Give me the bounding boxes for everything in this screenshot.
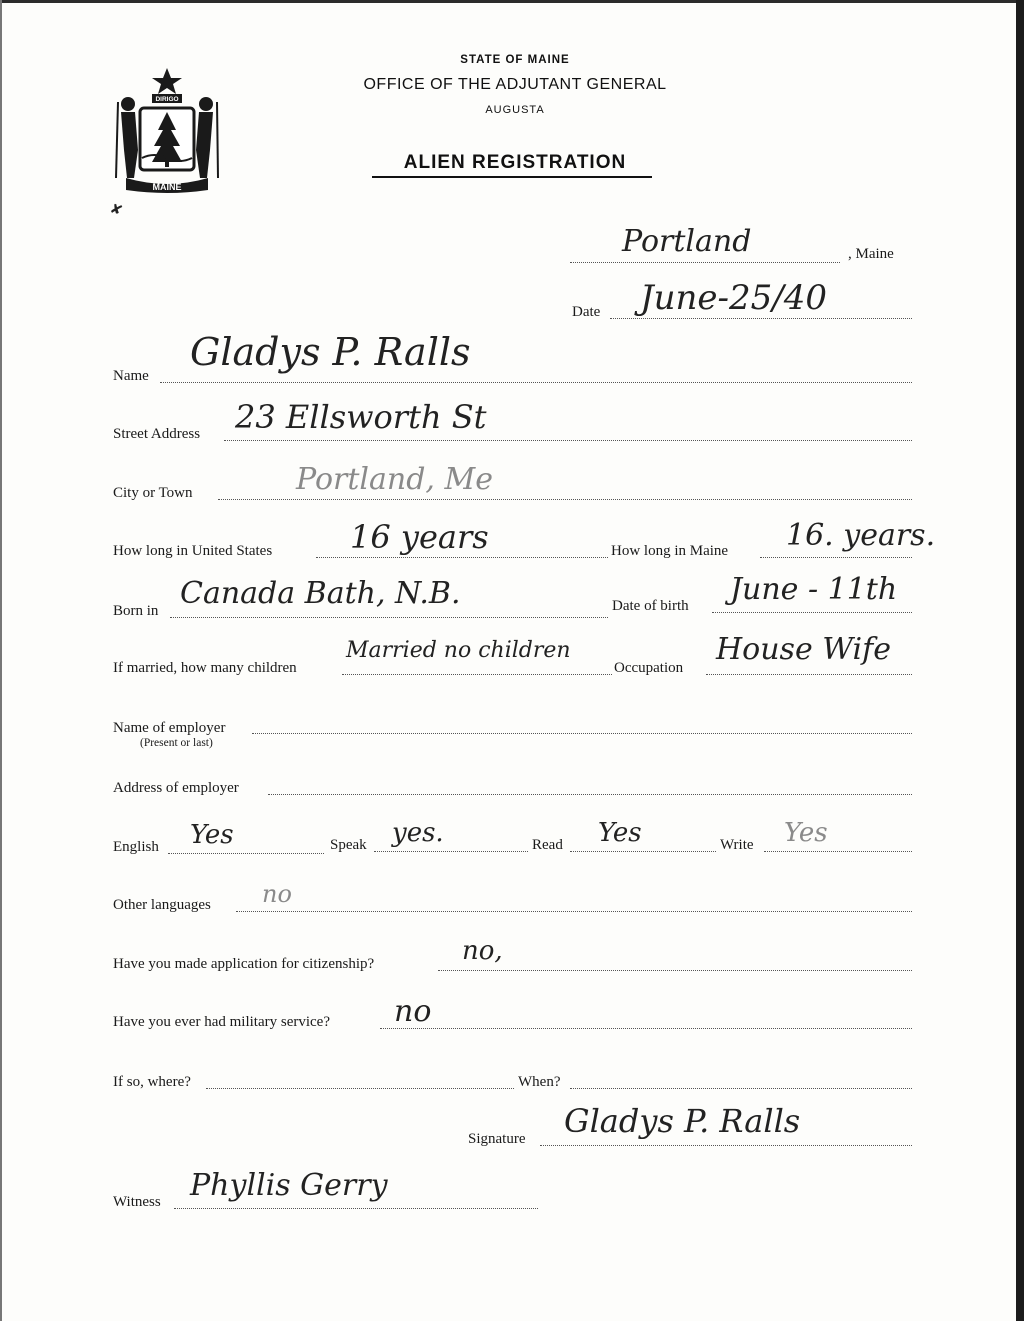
street-line (224, 440, 912, 441)
where-line (206, 1088, 514, 1089)
citizenship-line (438, 970, 912, 971)
married-label: If married, how many children (113, 660, 297, 676)
citizenship-label: Have you made application for citizenship? (113, 956, 375, 972)
city-line (218, 499, 912, 500)
employer-sublabel: (Present or last) (140, 737, 213, 749)
children-line (342, 674, 612, 675)
read-label: Read (532, 837, 563, 853)
when-line (570, 1088, 912, 1089)
name-value: Gladys P. Ralls (190, 330, 471, 374)
street-value: 23 Ellsworth St (235, 398, 487, 436)
seal-banner: MAINE (152, 182, 182, 192)
date-of-birth-label: Date of birth (612, 598, 689, 614)
military-value: no (394, 994, 432, 1029)
how-long-us-label: How long in United States (113, 543, 273, 559)
speak-label: Speak (330, 837, 367, 853)
title-underline (372, 176, 652, 178)
employer-line (252, 733, 912, 734)
how-long-us-line (316, 557, 608, 558)
city-label: City or Town (113, 485, 193, 501)
seal-motto: DIRIGO (155, 96, 179, 103)
speak-line (374, 851, 528, 852)
header-state: STATE OF MAINE (460, 54, 570, 66)
employer-address-line (268, 794, 912, 795)
other-languages-label: Other languages (113, 897, 211, 913)
city-value: Portland, Me (296, 462, 493, 497)
name-label: Name (113, 368, 149, 384)
born-in-value: Canada Bath, N.B. (180, 576, 461, 611)
english-label: English (113, 839, 159, 855)
military-line (380, 1028, 912, 1029)
other-languages-line (236, 911, 912, 912)
where-label: If so, where? (113, 1074, 191, 1090)
signature-line (540, 1145, 912, 1146)
date-of-birth-value: June - 11th (730, 572, 898, 607)
born-in-line (170, 617, 608, 618)
town-value: Portland (622, 224, 752, 259)
employer-label: Name of employer (113, 720, 226, 736)
how-long-maine-line (760, 557, 912, 558)
witness-label: Witness (113, 1194, 161, 1210)
occupation-label: Occupation (614, 660, 684, 676)
date-line (610, 318, 912, 319)
signature-label: Signature (468, 1131, 526, 1147)
date-label: Date (572, 304, 601, 320)
read-value: Yes (598, 818, 642, 848)
employer-address-label: Address of employer (113, 780, 239, 796)
header-office: OFFICE OF THE ADJUTANT GENERAL (363, 76, 667, 93)
scan-edge-left (0, 0, 2, 1321)
date-value: June-25/40 (640, 278, 828, 318)
english-value: Yes (190, 820, 234, 850)
street-label: Street Address (113, 426, 201, 442)
write-line (764, 851, 912, 852)
scan-edge-top (0, 0, 1024, 3)
children-value: Married no children (346, 638, 571, 663)
form-title: ALIEN REGISTRATION (403, 152, 627, 173)
name-line (160, 382, 912, 383)
how-long-us-value: 16 years (350, 518, 489, 556)
write-value: Yes (784, 818, 828, 848)
stray-ink-mark: ✘ (107, 201, 124, 220)
how-long-maine-label: How long in Maine (611, 543, 729, 559)
born-in-label: Born in (113, 603, 159, 619)
signature-value: Gladys P. Ralls (564, 1102, 801, 1140)
citizenship-value: no, (462, 936, 503, 966)
speak-value: yes. (392, 818, 444, 848)
date-of-birth-line (712, 612, 912, 613)
military-label: Have you ever had military service? (113, 1014, 330, 1030)
read-line (570, 851, 716, 852)
scan-edge-right (1016, 0, 1024, 1321)
how-long-maine-value: 16. years. (786, 518, 936, 553)
occupation-line (706, 674, 912, 675)
when-label: When? (518, 1074, 561, 1090)
maine-label: , Maine (848, 246, 894, 262)
witness-value: Phyllis Gerry (190, 1168, 388, 1203)
header-city: AUGUSTA (485, 104, 545, 116)
occupation-value: House Wife (716, 632, 891, 667)
other-languages-value: no (262, 880, 292, 908)
maine-state-seal-icon (108, 66, 226, 194)
town-line (570, 262, 840, 263)
english-line (168, 853, 324, 854)
write-label: Write (720, 837, 754, 853)
witness-line (174, 1208, 538, 1209)
